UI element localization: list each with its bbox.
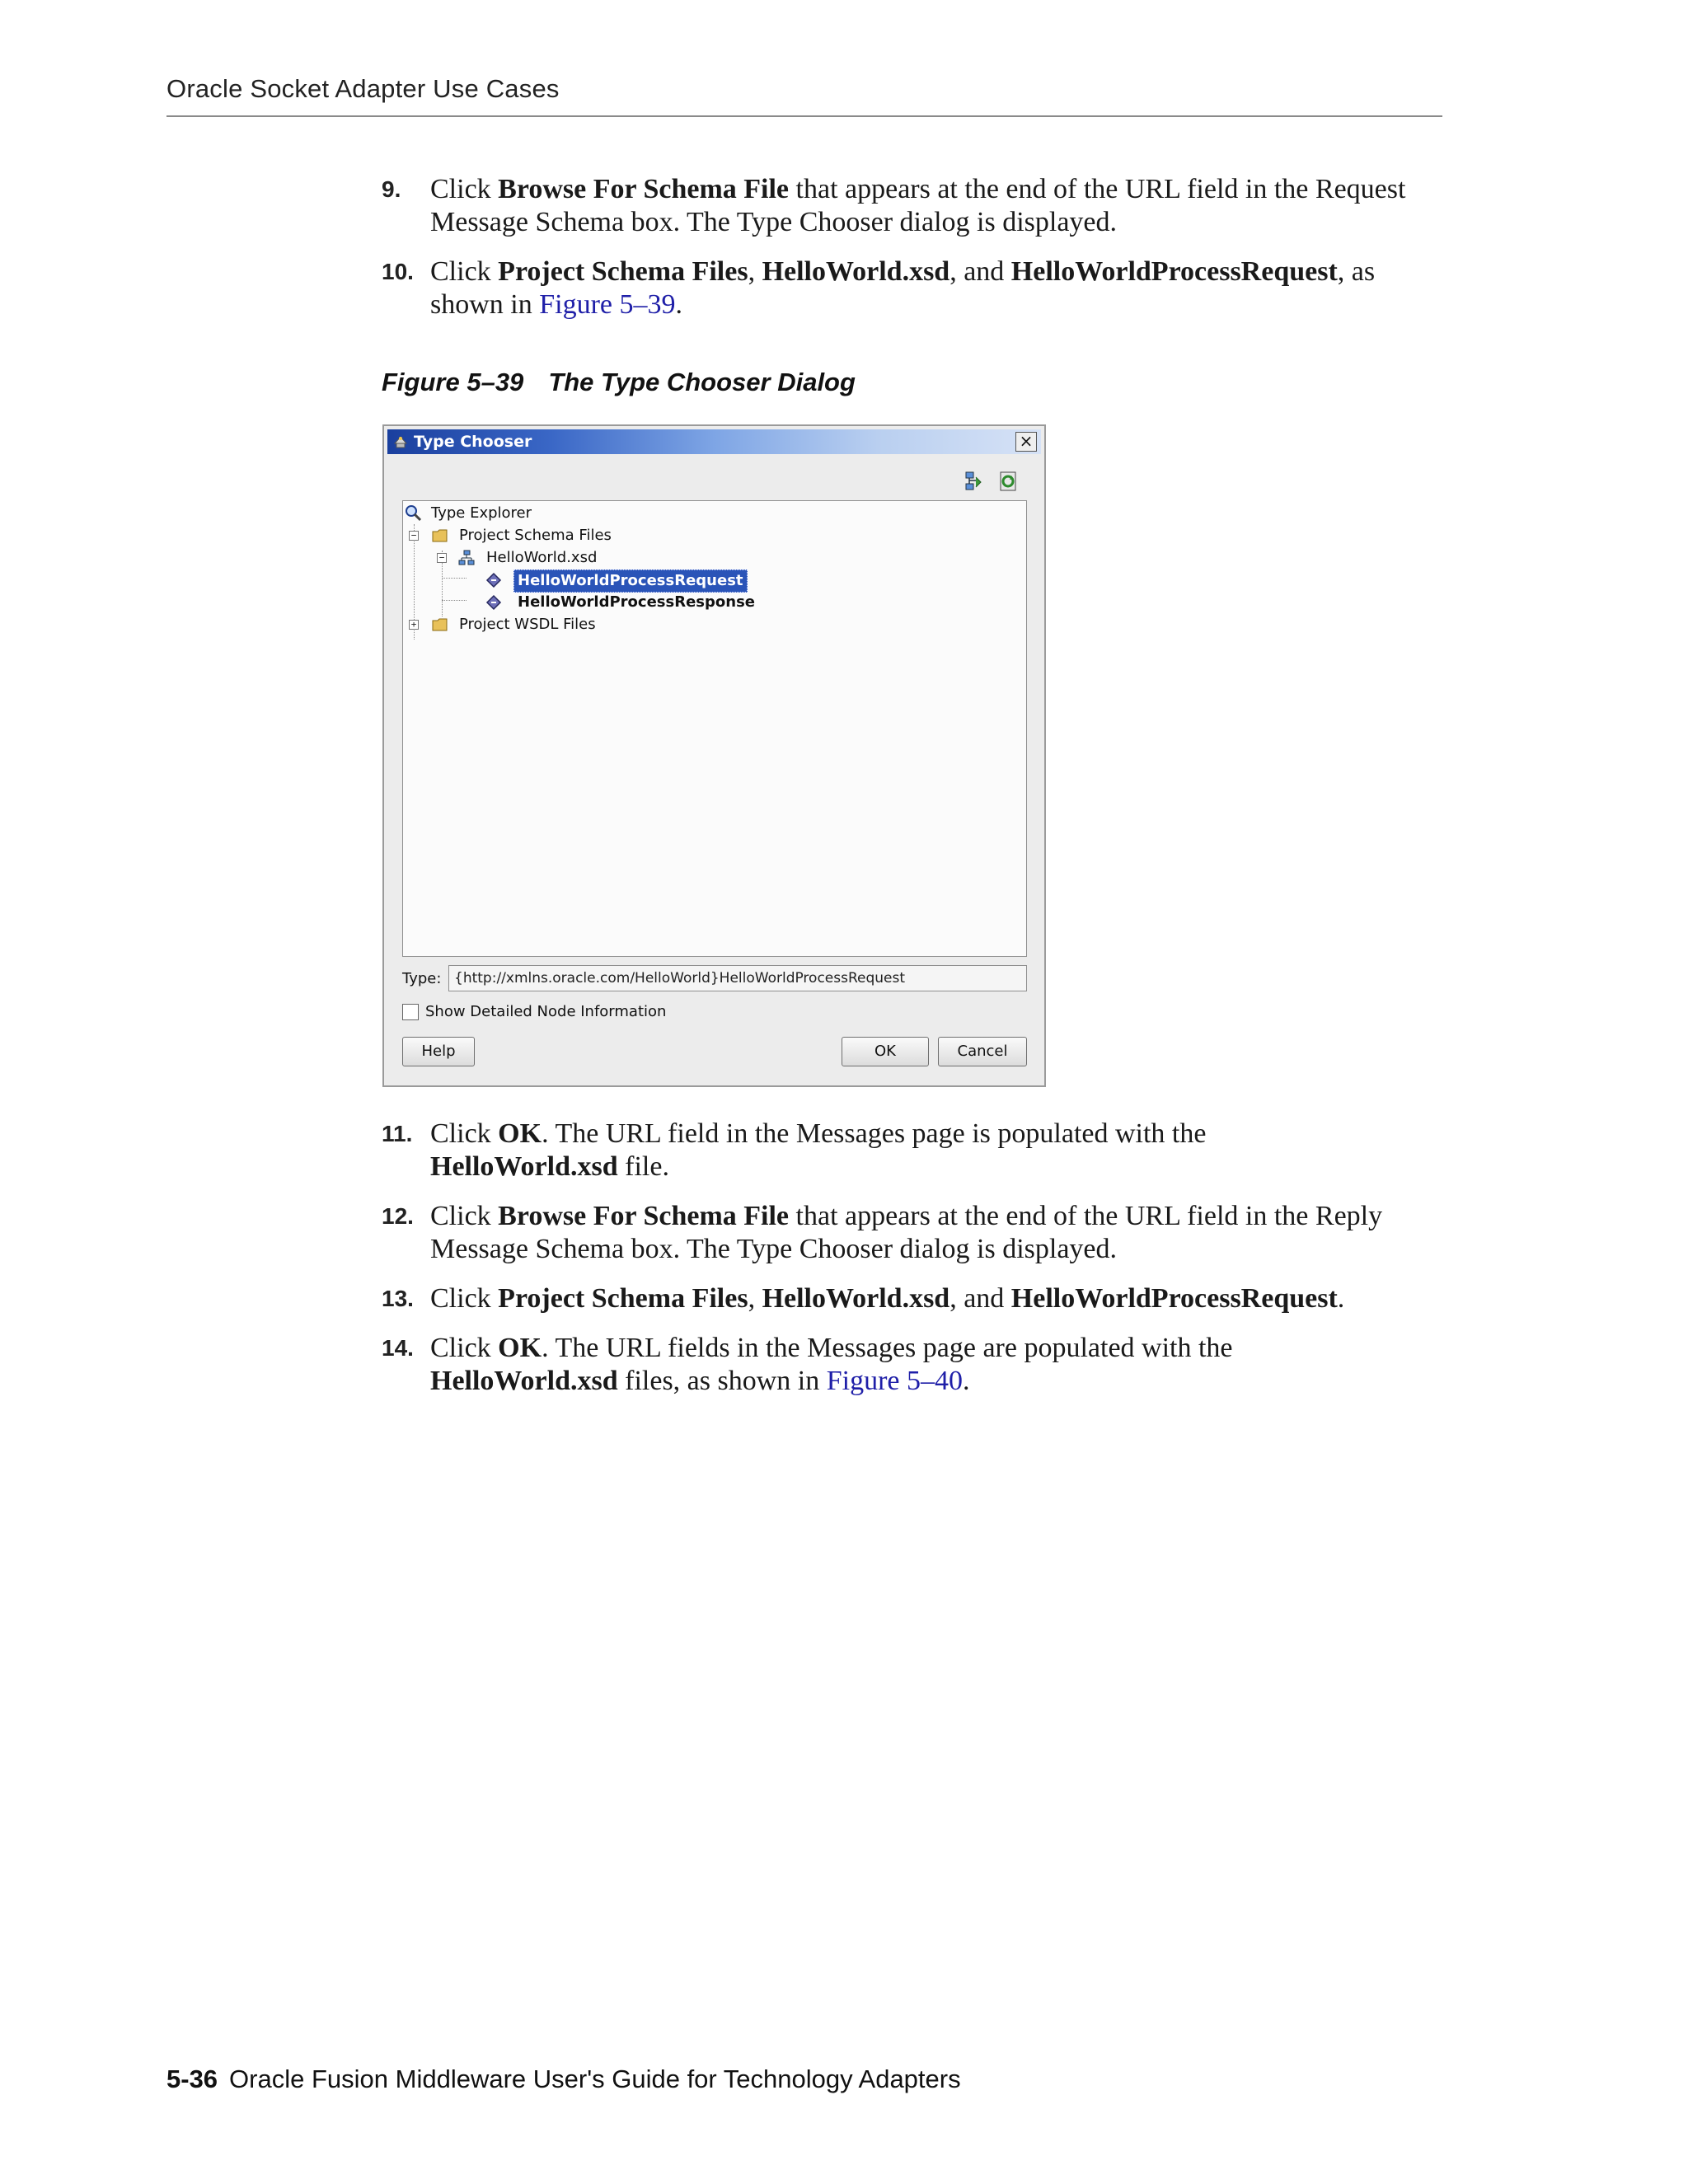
schema-icon xyxy=(457,549,476,567)
step-number: 9. xyxy=(382,176,401,202)
show-hierarchy-icon[interactable] xyxy=(963,469,987,494)
figure-caption xyxy=(382,368,856,397)
folder-icon xyxy=(431,527,449,545)
expand-icon[interactable]: + xyxy=(409,620,419,630)
refresh-icon[interactable] xyxy=(996,469,1020,494)
close-icon[interactable]: × xyxy=(1015,432,1037,452)
ok-button[interactable]: OK xyxy=(842,1037,929,1066)
cancel-button[interactable]: Cancel xyxy=(938,1037,1027,1066)
search-icon xyxy=(405,504,423,523)
page-number: 5-36 xyxy=(166,2064,218,2093)
step-12 xyxy=(382,1200,1453,1266)
step-10 xyxy=(382,255,1453,321)
folder-icon xyxy=(431,616,449,634)
type-label: Type: xyxy=(402,970,442,987)
step-text: Click Browse For Schema File that appears at the end of the URL field in the Request Message Schema box. The Type Chooser dialog is displayed. xyxy=(430,174,1406,237)
step-number: 13. xyxy=(382,1286,414,1311)
tree-item-helloworld-process-request[interactable] xyxy=(403,569,980,591)
step-text: Click Browse For Schema File that appears at the end of the URL field in the Reply Message Schema box. The Type Chooser dialog is displayed. xyxy=(430,1201,1383,1264)
tree-label: Type Explorer xyxy=(431,504,532,522)
page-footer xyxy=(166,2064,961,2094)
type-field[interactable]: {http://xmlns.oracle.com/HelloWorld}HelloWorldProcessRequest xyxy=(448,965,1027,991)
element-icon xyxy=(485,571,503,589)
step-text: Click OK. The URL fields in the Messages page are populated with the HelloWorld.xsd files, as shown in Figure 5–40. xyxy=(430,1333,1233,1396)
book-title: Oracle Fusion Middleware User's Guide for Technology Adapters xyxy=(229,2064,961,2093)
running-header: Oracle Socket Adapter Use Cases xyxy=(166,74,560,103)
tree-label: HelloWorld.xsd xyxy=(486,549,598,566)
step-9 xyxy=(382,173,1453,239)
step-14 xyxy=(382,1332,1453,1398)
step-number: 10. xyxy=(382,259,414,284)
step-11 xyxy=(382,1118,1453,1183)
figure-link[interactable]: Figure 5–39 xyxy=(539,289,676,320)
step-text: Click Project Schema Files, HelloWorld.xsd, and HelloWorldProcessRequest, as shown in Figure 5–39. xyxy=(430,256,1376,320)
header-rule xyxy=(166,115,1442,117)
collapse-icon[interactable]: − xyxy=(437,553,447,563)
figure-link[interactable]: Figure 5–40 xyxy=(826,1366,964,1396)
dialog-titlebar xyxy=(387,429,1041,454)
tree-label: Project Schema Files xyxy=(459,527,612,544)
show-detailed-node-info-checkbox[interactable] xyxy=(402,1004,419,1020)
step-number: 11. xyxy=(382,1121,413,1146)
figure-number: Figure 5–39 xyxy=(382,368,524,396)
collapse-icon[interactable]: − xyxy=(409,531,419,541)
type-explorer-tree[interactable] xyxy=(402,500,1027,957)
step-text: Click OK. The URL field in the Messages page is populated with the HelloWorld.xsd file. xyxy=(430,1118,1207,1182)
tree-label-selected: HelloWorldProcessRequest xyxy=(513,569,748,593)
tree-root-type-explorer[interactable] xyxy=(403,503,980,524)
tree-label: Project WSDL Files xyxy=(459,616,596,633)
tree-item-helloworld-process-response[interactable] xyxy=(403,592,980,613)
figure-title: The Type Chooser Dialog xyxy=(548,368,856,396)
step-number: 12. xyxy=(382,1203,414,1229)
type-chooser-dialog xyxy=(382,424,1046,1087)
tree-item-project-schema-files[interactable] xyxy=(403,525,980,546)
element-icon xyxy=(485,593,503,612)
help-button[interactable]: Help xyxy=(402,1037,475,1066)
type-chooser-icon xyxy=(392,434,409,450)
step-number: 14. xyxy=(382,1335,414,1361)
step-13 xyxy=(382,1282,1453,1315)
dialog-title: Type Chooser xyxy=(414,433,532,451)
tree-item-project-wsdl-files[interactable] xyxy=(403,614,980,635)
step-text: Click Project Schema Files, HelloWorld.xsd, and HelloWorldProcessRequest. xyxy=(430,1283,1345,1314)
checkbox-label: Show Detailed Node Information xyxy=(425,1003,667,1020)
tree-item-helloworld-xsd[interactable] xyxy=(403,547,980,569)
tree-label: HelloWorldProcessResponse xyxy=(518,593,755,611)
